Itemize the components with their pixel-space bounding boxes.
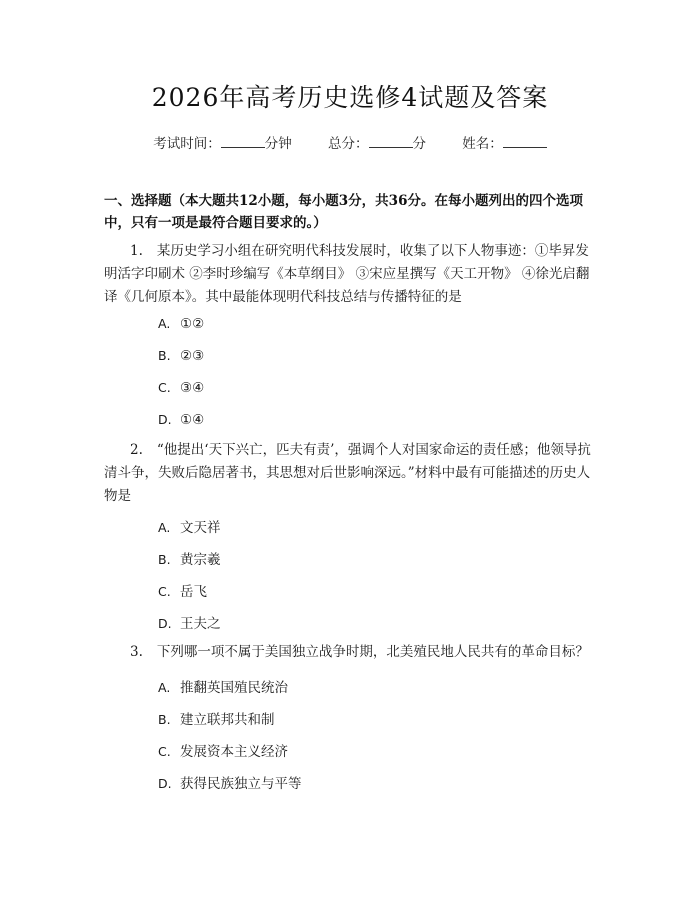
section-heading: 一、选择题（本大题共12小题，每小题3分，共36分。在每小题列出的四个选项中，只有一项是最符合题目要求的。） <box>104 193 583 231</box>
option-label: C. <box>158 584 171 599</box>
question-text: “他提出‘天下兴亡，匹夫有责’，强调个人对国家命运的责任感；他领导抗清斗争，失败后隐居著书，其思想对后世影响深远。”材料中最有可能描述的历史人物是 <box>104 442 591 504</box>
question-1 <box>104 240 594 309</box>
question-3-option-a <box>158 676 558 696</box>
question-2-option-a <box>158 516 558 536</box>
student-name-label: 姓名： <box>462 136 503 152</box>
question-2-option-d <box>158 612 558 632</box>
option-label: D. <box>158 776 172 791</box>
question-number: 2. <box>130 442 143 458</box>
question-1-option-c <box>158 380 558 396</box>
option-text: 岳飞 <box>180 584 207 600</box>
option-label: C. <box>158 744 171 759</box>
option-text: 黄宗羲 <box>180 552 221 568</box>
student-name-field <box>462 136 547 152</box>
option-label: B. <box>158 552 171 567</box>
question-2-option-c <box>158 580 558 600</box>
question-2 <box>104 439 594 508</box>
option-label: D. <box>158 616 172 631</box>
option-text: 建立联邦共和制 <box>180 712 275 728</box>
option-label: B. <box>158 712 171 727</box>
question-3 <box>104 641 594 664</box>
option-text: ①④ <box>180 412 205 428</box>
option-text: ②③ <box>180 348 205 364</box>
option-text: ①② <box>180 316 205 332</box>
question-2-option-b <box>158 548 558 568</box>
question-1-option-b <box>158 348 558 364</box>
total-score-unit: 分 <box>412 136 426 152</box>
question-1-option-a <box>158 316 558 332</box>
option-label: C. <box>158 380 171 395</box>
option-label: A. <box>158 316 171 331</box>
option-label: B. <box>158 348 171 363</box>
total-score-field <box>328 136 430 152</box>
option-text: 发展资本主义经济 <box>180 744 288 760</box>
question-3-option-b <box>158 708 558 728</box>
option-text: 文天祥 <box>180 520 221 536</box>
exam-info-line <box>0 132 700 152</box>
exam-time-unit: 分钟 <box>264 136 292 152</box>
question-text: 某历史学习小组在研究明代科技发展时，收集了以下人物事迹：①毕昇发明活字印刷术 ②李时珍编写《本草纲目》 ③宋应星撰写《天工开物》 ④徐光启翻译《几何原本》。其中最能体现明代科技总结与传播特征的是 <box>104 243 590 305</box>
question-3-option-d <box>158 772 558 792</box>
option-label: A. <box>158 680 171 695</box>
exam-time-blank <box>221 135 265 148</box>
question-3-option-c <box>158 740 558 760</box>
option-text: 王夫之 <box>180 616 221 632</box>
option-text: ③④ <box>180 380 205 396</box>
question-text: 下列哪一项不属于美国独立战争时期，北美殖民地人民共有的革命目标？ <box>156 644 589 660</box>
total-score-blank <box>369 135 413 148</box>
option-label: D. <box>158 412 172 427</box>
exam-time-field <box>153 136 296 152</box>
question-number: 1. <box>130 243 143 259</box>
student-name-blank <box>503 135 547 148</box>
total-score-label: 总分： <box>328 136 369 152</box>
question-number: 3. <box>130 644 143 660</box>
option-label: A. <box>158 520 171 535</box>
option-text: 获得民族独立与平等 <box>180 776 302 792</box>
page-title: 2026年高考历史选修4试题及答案 <box>151 83 549 112</box>
question-1-option-d <box>158 412 558 428</box>
option-text: 推翻英国殖民统治 <box>180 680 288 696</box>
exam-time-label: 考试时间： <box>153 136 221 152</box>
